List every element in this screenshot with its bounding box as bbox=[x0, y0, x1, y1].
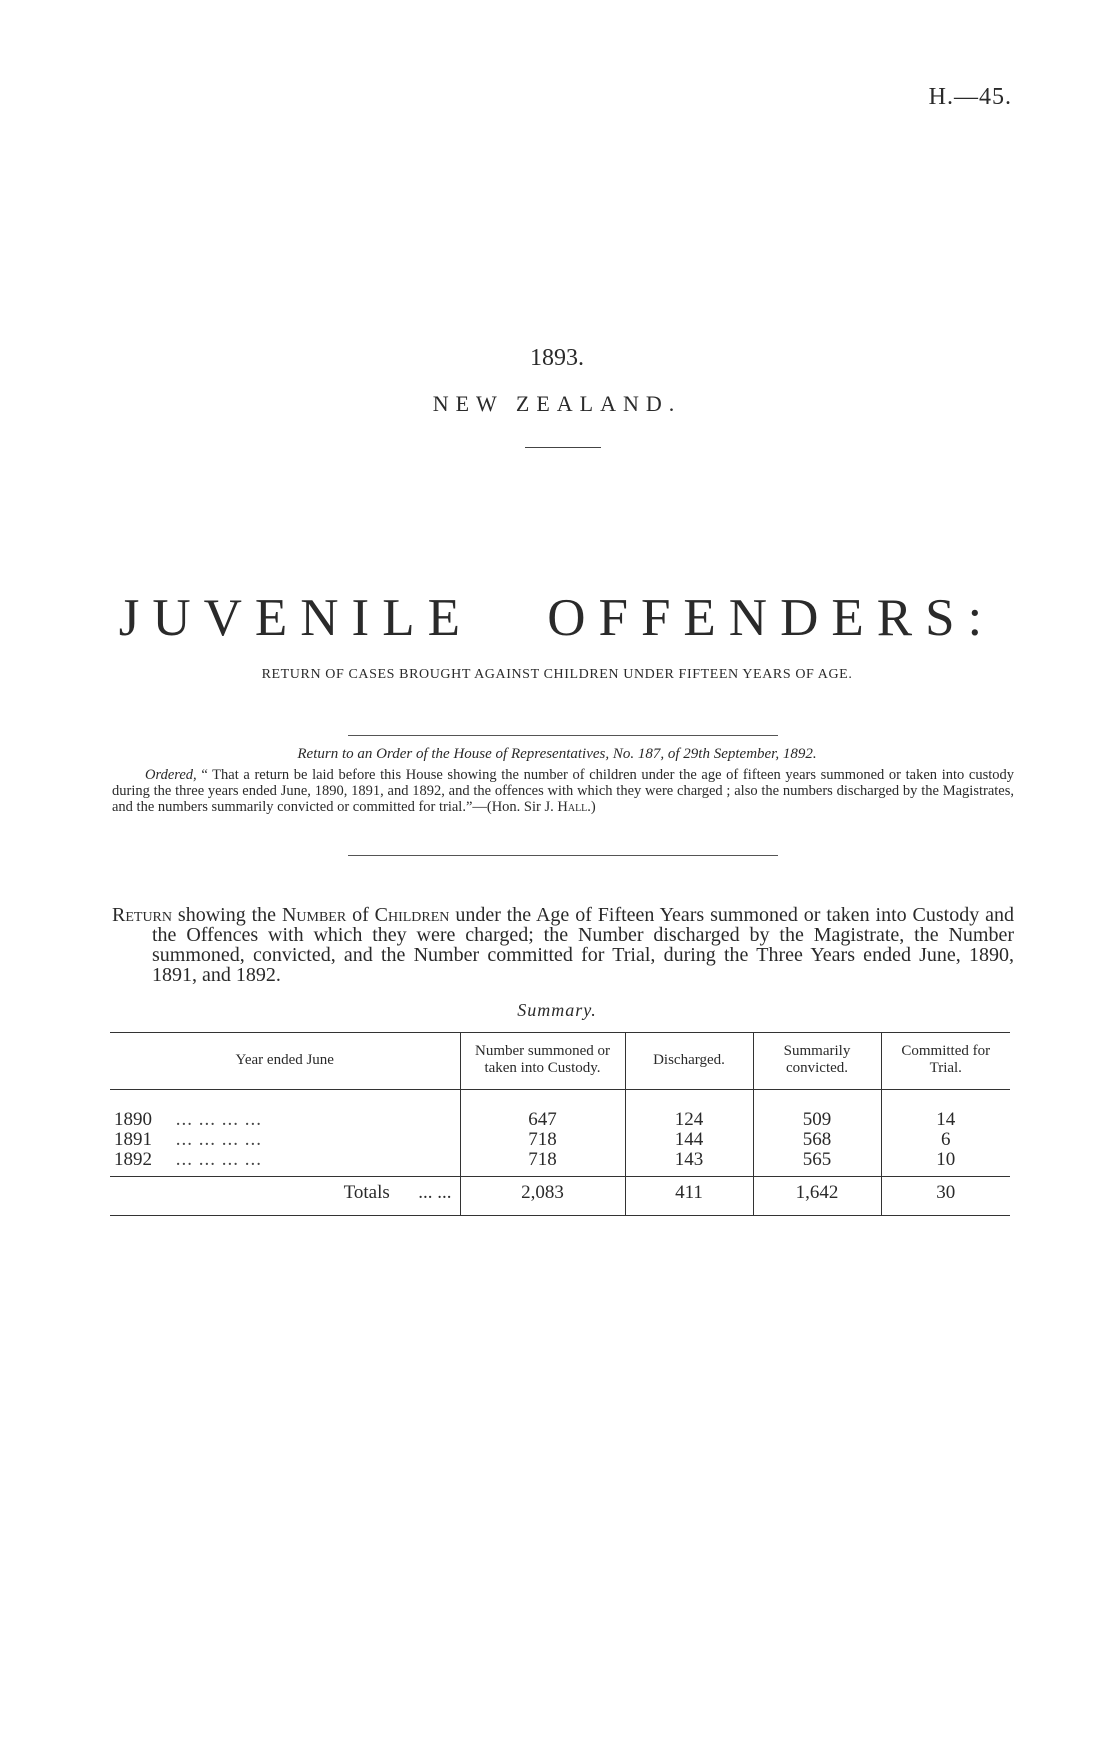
row-year-cell bbox=[110, 1110, 460, 1130]
ordered-label: Ordered, bbox=[145, 767, 197, 783]
leader-dots: ... ... ... ... bbox=[175, 1149, 262, 1170]
row-year: 1890 bbox=[114, 1109, 152, 1130]
row-committed: 6 bbox=[881, 1130, 1010, 1150]
summary-title: Summary. bbox=[517, 1000, 597, 1020]
header-convicted: Summarily convicted. bbox=[753, 1033, 881, 1090]
totals-discharged: 411 bbox=[625, 1177, 753, 1216]
ordered-paragraph bbox=[112, 767, 1014, 815]
row-summoned: 647 bbox=[460, 1110, 625, 1130]
header-committed: Committed for Trial. bbox=[881, 1033, 1010, 1090]
return-text-3: under the Age of Fifteen Years summoned or taken into Custody and the Offences with which they were charged; the Number discharged by the Magistrate, the Number summoned, convicted, and the Number committed for Trial, during the Three Years ended June, 1890, 1891, and 1892. bbox=[152, 904, 1015, 986]
totals-label: Totals bbox=[343, 1182, 390, 1203]
table-row bbox=[110, 1110, 1010, 1130]
leader-dots: ... ... ... ... bbox=[175, 1109, 262, 1130]
main-title: JUVENILE OFFENDERS: bbox=[118, 589, 996, 647]
totals-label-cell bbox=[110, 1177, 460, 1216]
row-discharged: 144 bbox=[625, 1130, 753, 1150]
title-divider bbox=[525, 447, 601, 448]
totals-row bbox=[110, 1177, 1010, 1216]
order-bottom-rule bbox=[348, 855, 778, 856]
word-number: Number bbox=[281, 904, 347, 926]
word-return: Return bbox=[112, 904, 173, 926]
summary-table bbox=[110, 1032, 1010, 1216]
return-text-2: of bbox=[346, 904, 375, 926]
row-convicted: 568 bbox=[753, 1130, 881, 1150]
ordered-end: .) bbox=[587, 799, 596, 815]
table-header-row bbox=[110, 1033, 1010, 1090]
return-description bbox=[112, 905, 1014, 985]
row-convicted: 509 bbox=[753, 1110, 881, 1130]
row-summoned: 718 bbox=[460, 1130, 625, 1150]
table-row bbox=[110, 1130, 1010, 1150]
row-year: 1891 bbox=[114, 1129, 152, 1150]
ordered-text: “ That a return be laid before this House showing the number of children under the age of fifteen years summoned or taken into custody during the three years ended June, 1890, 1891, and 1892, and the offences with which they were charged ; also the numbers discharged by the Magistrates, and the numbers summarily convicted or committed for trial.”—(Hon. Sir J. bbox=[112, 767, 1015, 815]
row-year-cell bbox=[110, 1150, 460, 1170]
header-year: Year ended June bbox=[110, 1033, 460, 1090]
row-convicted: 565 bbox=[753, 1150, 881, 1170]
row-committed: 10 bbox=[881, 1150, 1010, 1170]
row-summoned: 718 bbox=[460, 1150, 625, 1170]
country-heading: NEW ZEALAND. bbox=[432, 391, 682, 416]
row-discharged: 124 bbox=[625, 1110, 753, 1130]
row-year-cell bbox=[110, 1130, 460, 1150]
publication-year: 1893. bbox=[530, 345, 584, 371]
spacer-row bbox=[110, 1090, 1010, 1111]
order-top-rule bbox=[348, 735, 778, 736]
order-reference: Return to an Order of the House of Representatives, No. 187, of 29th September, 1892. bbox=[297, 746, 817, 762]
totals-summoned: 2,083 bbox=[460, 1177, 625, 1216]
document-reference: H.—45. bbox=[928, 84, 1012, 110]
row-year: 1892 bbox=[114, 1149, 152, 1170]
subtitle: RETURN OF CASES BROUGHT AGAINST CHILDREN UNDER FIFTEEN YEARS OF AGE. bbox=[261, 667, 853, 682]
leader-dots: ... ... ... ... bbox=[175, 1129, 262, 1150]
row-committed: 14 bbox=[881, 1110, 1010, 1130]
header-discharged: Discharged. bbox=[625, 1033, 753, 1090]
totals-convicted: 1,642 bbox=[753, 1177, 881, 1216]
word-children: Children bbox=[374, 904, 450, 926]
return-text-1: showing the bbox=[172, 904, 282, 926]
row-discharged: 143 bbox=[625, 1150, 753, 1170]
leader-dots: ... ... bbox=[418, 1182, 452, 1203]
table-row bbox=[110, 1150, 1010, 1170]
totals-committed: 30 bbox=[881, 1177, 1010, 1216]
header-summoned: Number summoned or taken into Custody. bbox=[460, 1033, 625, 1090]
ordered-name: Hall bbox=[557, 799, 588, 815]
